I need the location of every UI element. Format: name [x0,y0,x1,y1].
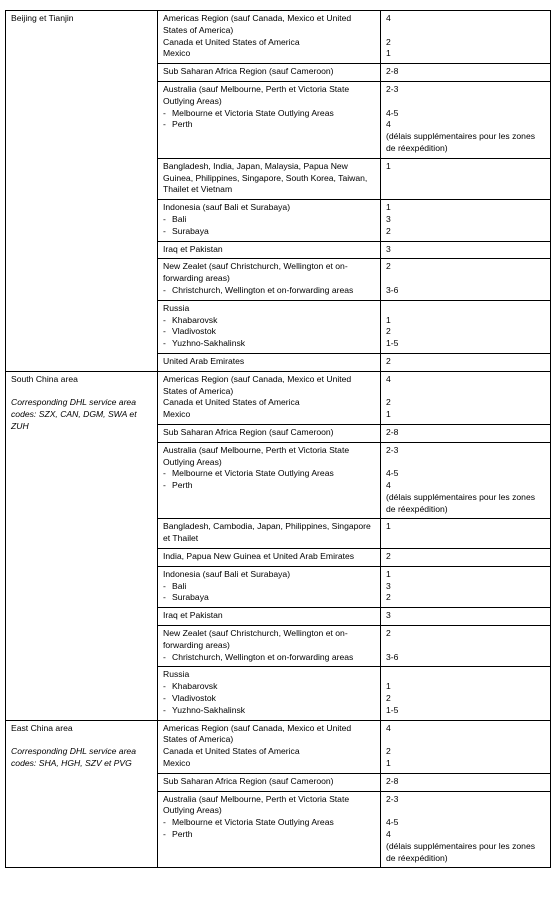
destination-subitem: - Yuzhno-Sakhalinsk [163,338,375,350]
service-area-codes-note: Corresponding DHL service area codes: SHA, HGH, SZV et PVG [11,746,136,769]
destination-cell [158,300,381,353]
destination-item: Indonesia (sauf Bali et Surabaya) [163,202,291,213]
destination-subitem: - Vladivostok [163,693,375,705]
transit-days-value: 2 [386,261,391,272]
destination-cell [158,626,381,667]
transit-days-value: 1 [386,758,391,769]
transit-days-value: 3 [386,610,391,621]
transit-days-value: 4 [386,480,391,491]
transit-times-table [5,10,551,868]
transit-days-value: 2 [386,592,391,603]
destination-subitem: - Surabaya [163,592,375,604]
transit-days-cell [381,259,551,300]
transit-days-cell [381,424,551,442]
destination-subitem: - Bali [163,214,375,226]
transit-days-value: 3-6 [386,651,399,662]
transit-days-value: 2 [386,326,391,337]
destination-item: Bangladesh, Cambodia, Japan, Philippines, Singapore et Thailet [163,521,374,544]
destination-cell [158,200,381,241]
transit-days-value: 1-5 [386,338,399,349]
destination-subitem: - Perth [163,829,375,841]
destination-item: Sub Saharan Africa Region (sauf Cameroon) [163,775,334,786]
destination-item: Americas Region (sauf Canada, Mexico et United States of America) [163,373,354,396]
destination-cell [158,773,381,791]
destination-subitem: - Christchurch, Wellington et on-forwarding areas [163,652,375,664]
transit-days-value: (délais supplémentaires pour les zones de réexpédition) [386,840,538,863]
transit-days-cell [381,626,551,667]
destination-item: Canada et United States of America [163,397,300,408]
transit-days-value: 2-8 [386,775,399,786]
destination-cell [158,608,381,626]
transit-days-value: 4 [386,722,391,733]
destination-item: Russia [163,669,190,680]
transit-days-value: 2-8 [386,426,399,437]
origin-region-cell [6,371,158,720]
transit-days-value: 4-5 [386,468,399,479]
destination-item: Canada et United States of America [163,36,300,47]
transit-days-value: 1 [386,202,391,213]
destination-subitem: - Melbourne et Victoria State Outlying Areas [163,468,375,480]
destination-cell [158,241,381,259]
line-spacer [386,640,545,652]
transit-days-value: 4-5 [386,107,399,118]
transit-days-value: 4 [386,119,391,130]
transit-days-cell [381,519,551,549]
transit-days-cell [381,158,551,199]
destination-cell [158,371,381,424]
destination-subitem: - Melbourne et Victoria State Outlying Areas [163,817,375,829]
destination-item: Americas Region (sauf Canada, Mexico et United States of America) [163,722,354,745]
destination-subitem: - Christchurch, Wellington et on-forwarding areas [163,285,375,297]
destination-subitem: - Khabarovsk [163,681,375,693]
destination-item: Indonesia (sauf Bali et Surabaya) [163,568,291,579]
transit-days-cell [381,791,551,868]
transit-days-cell [381,667,551,720]
destination-subitem: - Melbourne et Victoria State Outlying Areas [163,108,375,120]
destination-cell [158,353,381,371]
table-row [6,720,551,773]
transit-days-value: 1 [386,409,391,420]
destination-item: Australia (sauf Melbourne, Perth et Victoria State Outlying Areas) [163,444,352,467]
line-spacer [386,273,545,285]
destination-subitem: - Vladivostok [163,326,375,338]
transit-days-value: 1 [386,314,391,325]
transit-days-value: 1-5 [386,704,399,715]
transit-days-value: 2-8 [386,66,399,77]
destination-item: Bangladesh, India, Japan, Malaysia, Papua New Guinea, Philippines, Singapore, South Korea, Taiwan, Thailet et Vietnam [163,160,370,195]
destination-cell [158,259,381,300]
transit-days-value: 4-5 [386,817,399,828]
destination-cell [158,519,381,549]
table-row [6,371,551,424]
transit-days-value: 2 [386,225,391,236]
transit-days-value: 2 [386,693,391,704]
transit-days-cell [381,200,551,241]
destination-item: India, Papua New Guinea et United Arab Emirates [163,551,355,562]
destination-subitem: - Surabaya [163,226,375,238]
transit-days-value: (délais supplémentaires pour les zones de réexpédition) [386,491,538,514]
origin-region-name: Beijing et Tianjin [11,13,74,23]
transit-days-cell [381,64,551,82]
destination-item: Australia (sauf Melbourne, Perth et Victoria State Outlying Areas) [163,83,352,106]
destination-item: Mexico [163,409,191,420]
transit-days-cell [381,549,551,567]
origin-region-name: South China area [11,373,78,384]
transit-days-value: 2 [386,746,391,757]
transit-days-value: 1 [386,568,391,579]
transit-times-table-body [6,11,551,868]
transit-days-cell [381,566,551,607]
destination-cell [158,720,381,773]
transit-days-cell [381,773,551,791]
destination-item: New Zealet (sauf Christchurch, Wellington et on-forwarding areas) [163,628,348,650]
line-spacer [386,303,545,315]
transit-days-value: 3 [386,213,391,224]
destination-cell [158,158,381,199]
transit-days-value: 2-3 [386,83,399,94]
destination-subitem: - Perth [163,119,375,131]
destination-cell [158,424,381,442]
destination-subitem: - Perth [163,480,375,492]
transit-days-value: 4 [386,373,391,384]
transit-days-value: 2 [386,355,391,366]
transit-days-cell [381,241,551,259]
line-spacer [386,669,545,681]
transit-days-value: 1 [386,160,391,171]
destination-cell [158,81,381,158]
line-spacer [386,457,545,469]
destination-item: Americas Region (sauf Canada, Mexico et United States of America) [163,13,354,35]
transit-days-cell [381,442,551,519]
origin-region-name: East China area [11,722,73,733]
origin-region-cell [6,720,158,868]
destination-item: Mexico [163,48,191,59]
transit-days-value: 2-3 [386,444,399,455]
transit-days-cell [381,608,551,626]
transit-days-value: 2 [386,36,391,47]
destination-item: Iraq et Pakistan [163,610,223,621]
destination-item: Canada et United States of America [163,746,300,757]
destination-cell [158,549,381,567]
destination-item: Russia [163,302,190,313]
transit-days-value: 1 [386,48,391,59]
transit-days-value: 1 [386,681,391,692]
transit-days-value: (délais supplémentaires pour les zones de réexpédition) [386,131,538,153]
transit-days-cell [381,353,551,371]
transit-days-value: 4 [386,829,391,840]
destination-item: Sub Saharan Africa Region (sauf Cameroon) [163,66,334,77]
transit-days-value: 3-6 [386,284,399,295]
transit-days-cell [381,11,551,64]
destination-item: United Arab Emirates [163,355,245,366]
line-spacer [386,96,545,108]
transit-days-value: 4 [386,13,391,23]
destination-item: New Zealet (sauf Christchurch, Wellington et on-forwarding areas) [163,261,348,284]
service-area-codes-note: Corresponding DHL service area codes: SZX, CAN, DGM, SWA et ZUH [11,397,137,431]
transit-days-cell [381,371,551,424]
destination-cell [158,11,381,64]
transit-days-cell [381,300,551,353]
line-spacer [386,805,545,817]
transit-days-value: 2-3 [386,793,399,804]
transit-days-cell [381,81,551,158]
transit-days-cell [381,720,551,773]
destination-cell [158,64,381,82]
line-spacer [386,25,545,37]
destination-item: Australia (sauf Melbourne, Perth et Victoria State Outlying Areas) [163,793,352,816]
transit-days-value: 2 [386,628,391,639]
destination-item: Iraq et Pakistan [163,243,223,254]
origin-region-cell [6,11,158,372]
transit-days-value: 2 [386,551,391,562]
destination-item: Sub Saharan Africa Region (sauf Cameroon) [163,426,334,437]
transit-days-value: 2 [386,397,391,408]
transit-days-value: 3 [386,243,391,254]
destination-cell [158,667,381,720]
destination-cell [158,566,381,607]
destination-subitem: - Yuzhno-Sakhalinsk [163,705,375,717]
destination-subitem: - Bali [163,581,375,593]
line-spacer [386,386,545,398]
transit-times-document [5,10,550,868]
transit-days-value: 3 [386,580,391,591]
transit-days-value: 1 [386,521,391,532]
destination-subitem: - Khabarovsk [163,315,375,327]
line-spacer [386,734,545,746]
destination-cell [158,791,381,868]
destination-cell [158,442,381,519]
table-row [6,11,551,64]
destination-item: Mexico [163,758,191,769]
